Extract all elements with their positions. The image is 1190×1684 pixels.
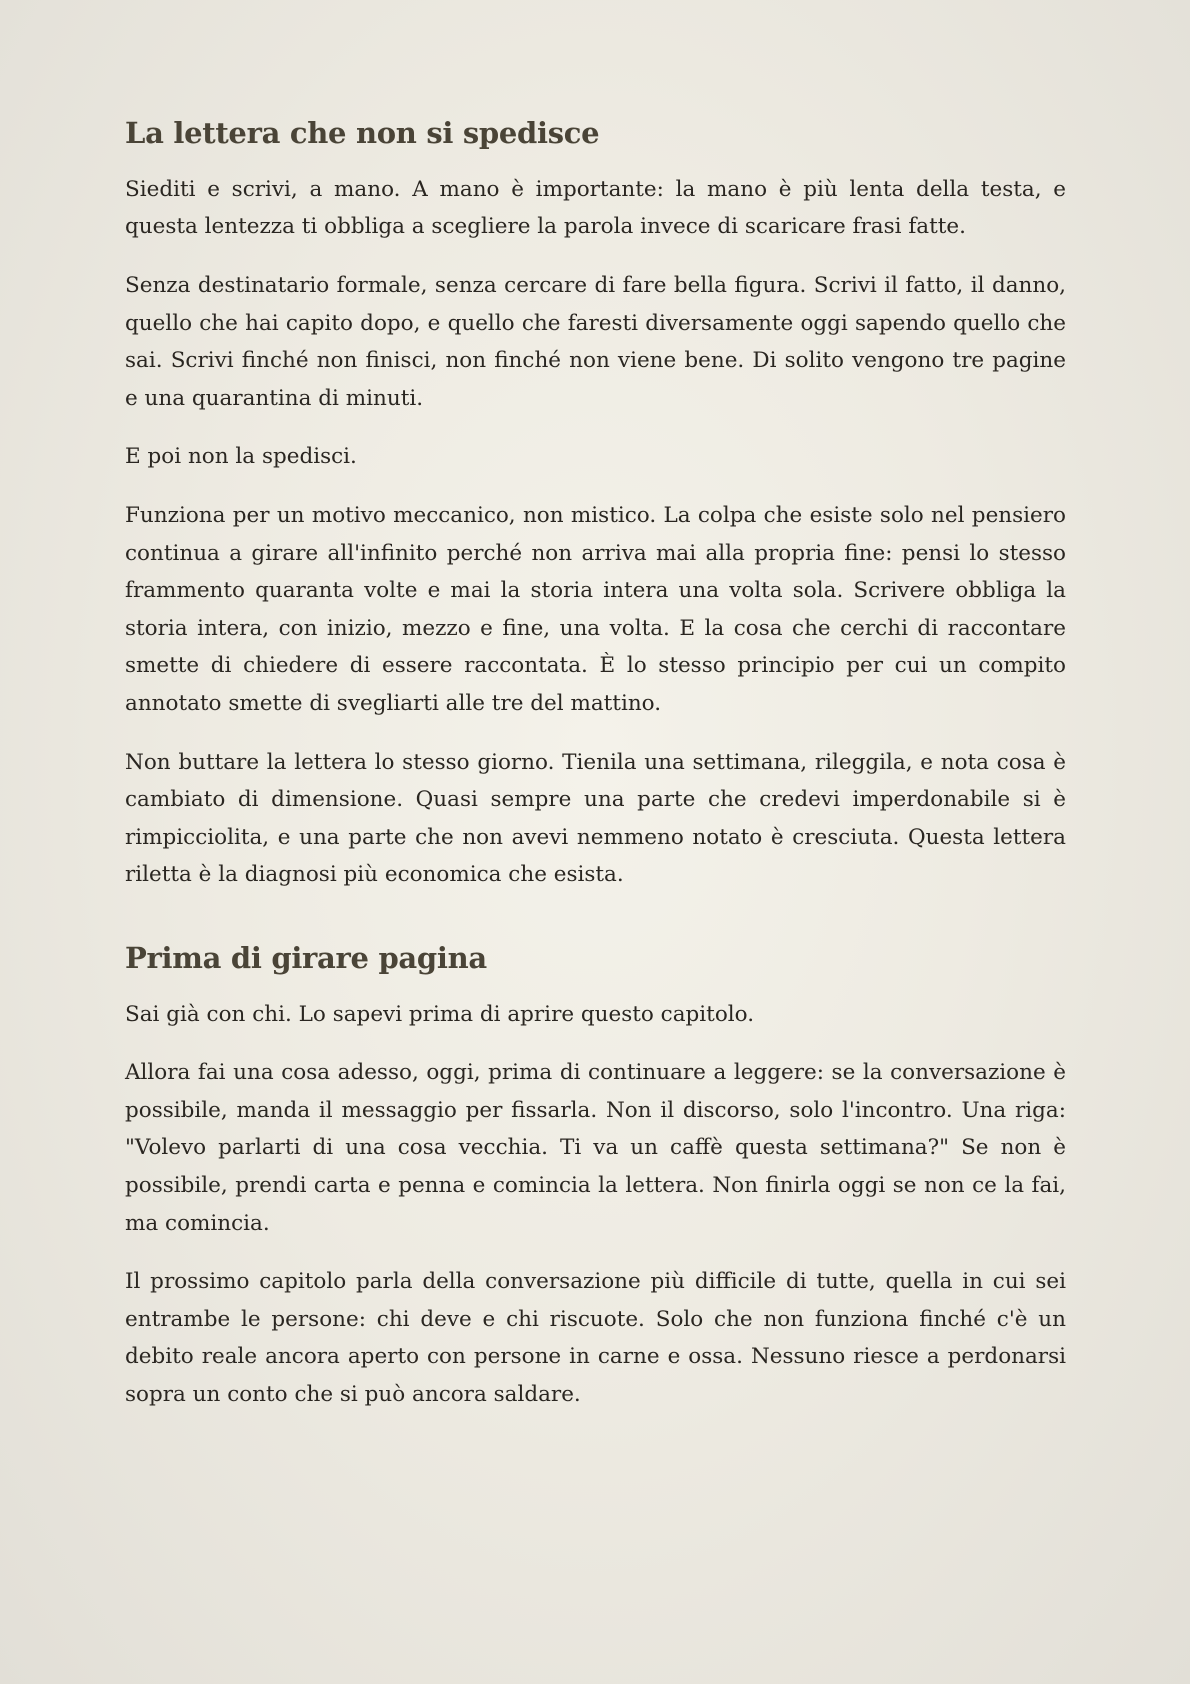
paragraph: Sai già con chi. Lo sapevi prima di aprire questo capitolo. <box>125 1001 755 1027</box>
section-heading-letter: La lettera che non si spedisce <box>125 116 600 150</box>
section-heading-turn-page: Prima di girare pagina <box>125 940 487 975</box>
paragraph: Allora fai una cosa adesso, oggi, prima di continuare a leggere: se la conversazione è possibile, manda il messaggio per fissarla. Non il discorso, solo l'incontro. Una riga: "Volevo parlarti di una cosa vecchia. Ti va un caffè questa settimana?" Se non è possibile, prendi carta e penna e comincia la lettera. Non finirla oggi se non ce la fai, ma comincia. <box>125 1060 1066 1236</box>
paragraph: E poi non la spedisci. <box>125 444 357 470</box>
paragraph: Il prossimo capitolo parla della conversazione più difficile di tutte, quella in cui sei entrambe le persone: chi deve e chi riscuote. Solo che non funziona finché c'è un debito reale ancora aperto con persone in carne e ossa. Nessuno riesce a perdonarsi sopra un conto che si può ancora saldare. <box>125 1269 1066 1408</box>
page-body <box>125 116 1066 1435</box>
paragraph: Senza destinatario formale, senza cercare di fare bella figura. Scrivi il fatto, il danno, quello che hai capito dopo, e quello che faresti diversamente oggi sapendo quello che sai. Scrivi finché non finisci, non finché non viene bene. Di solito vengono tre pagine e una quarantina di minuti. <box>125 272 1066 411</box>
paragraph: Funziona per un motivo meccanico, non mistico. La colpa che esiste solo nel pensiero continua a girare all'infinito perché non arriva mai alla propria fine: pensi lo stesso frammento quaranta volte e mai la storia intera una volta sola. Scrivere obbliga la storia intera, con inizio, mezzo e fine, una volta. E la cosa che cerchi di raccontare smette di chiedere di essere raccontata. È lo stesso principio per cui un compito annotato smette di svegliarti alle tre del mattino. <box>125 502 1066 716</box>
paragraph: Siediti e scrivi, a mano. A mano è importante: la mano è più lenta della testa, e questa lentezza ti obbliga a scegliere la parola invece di scaricare frasi fatte. <box>125 176 1066 240</box>
paragraph: Non buttare la lettera lo stesso giorno. Tienila una settimana, rileggila, e nota cosa è cambiato di dimensione. Quasi sempre una parte che credevi imperdonabile si è rimpicciolita, e una parte che non avevi nemmeno notato è cresciuta. Questa lettera riletta è la diagnosi più economica che esista. <box>125 749 1066 888</box>
